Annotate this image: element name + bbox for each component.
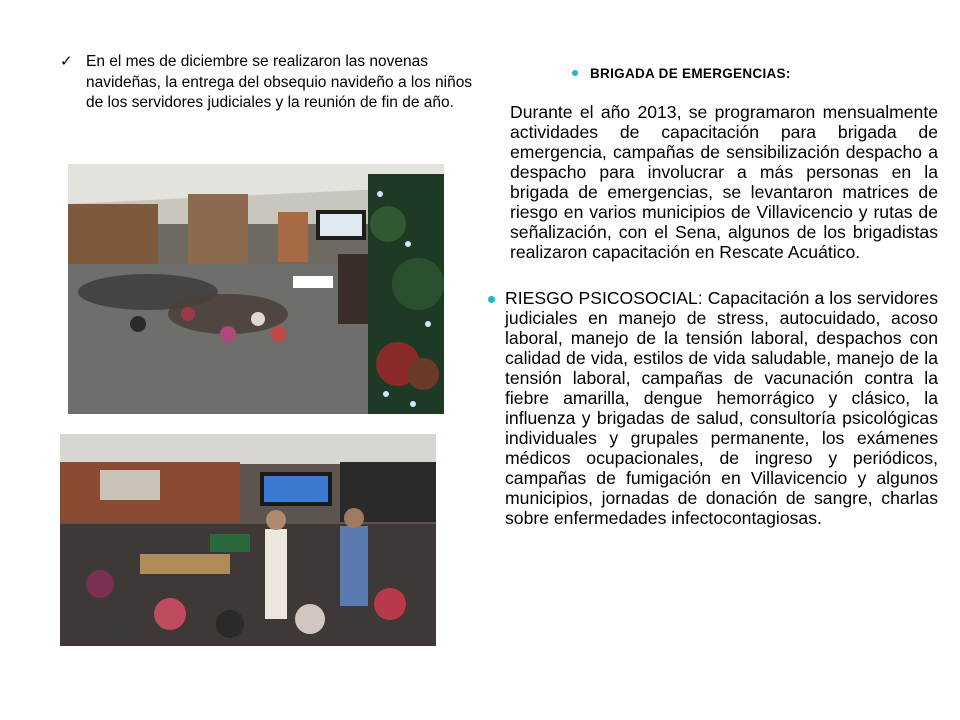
riesgo-bullet bbox=[488, 288, 938, 528]
year-end-meeting-photo bbox=[60, 434, 436, 646]
right-column bbox=[505, 60, 938, 528]
brigada-heading-row bbox=[572, 60, 938, 86]
christmas-gathering-photo bbox=[68, 164, 444, 414]
bullet-dot-icon bbox=[572, 70, 578, 76]
brigada-heading: BRIGADA DE EMERGENCIAS: bbox=[590, 65, 791, 81]
brigada-paragraph: Durante el año 2013, se programaron mensualmente actividades de capacitación para brigada de emergencia, campañas de sensibilización despacho a despacho para involucrar a más personas en la brigada de emergencias, se levantaron matrices de riesgo en varios municipios de Villavicencio y rutas de señalización, con el Sena, algunos de los brigadistas realizaron capacitación en Rescate Acuático. bbox=[510, 102, 938, 262]
christmas-text: En el mes de diciembre se realizaron las novenas navideñas, la entrega del obsequio navideño a los niños de los servidores judiciales y la reunión de fin de año. bbox=[86, 53, 473, 111]
bullet-dot-icon bbox=[488, 296, 495, 303]
check-icon: ✓ bbox=[60, 53, 73, 70]
christmas-bullet bbox=[60, 52, 490, 114]
riesgo-paragraph: RIESGO PSICOSOCIAL: Capacitación a los servidores judiciales en manejo de stress, autocuidado, acoso laboral, manejo de la tensión laboral, despachos con calidad de vida, estilos de vida saludable, manejo de la tensión laboral, campañas de vacunación contra la fiebre amarilla, dengue hemorrágico y clásico, la influenza y brigadas de salud, consultoría psicológicas individuales y grupales permanente, los exámenes médicos ocupacionales, de ingreso y periódicos, campañas de fumigación en Villavicencio y algunos municipios, jornadas de donación de sangre, charlas sobre enfermedades infectocontagiosas. bbox=[505, 288, 938, 528]
